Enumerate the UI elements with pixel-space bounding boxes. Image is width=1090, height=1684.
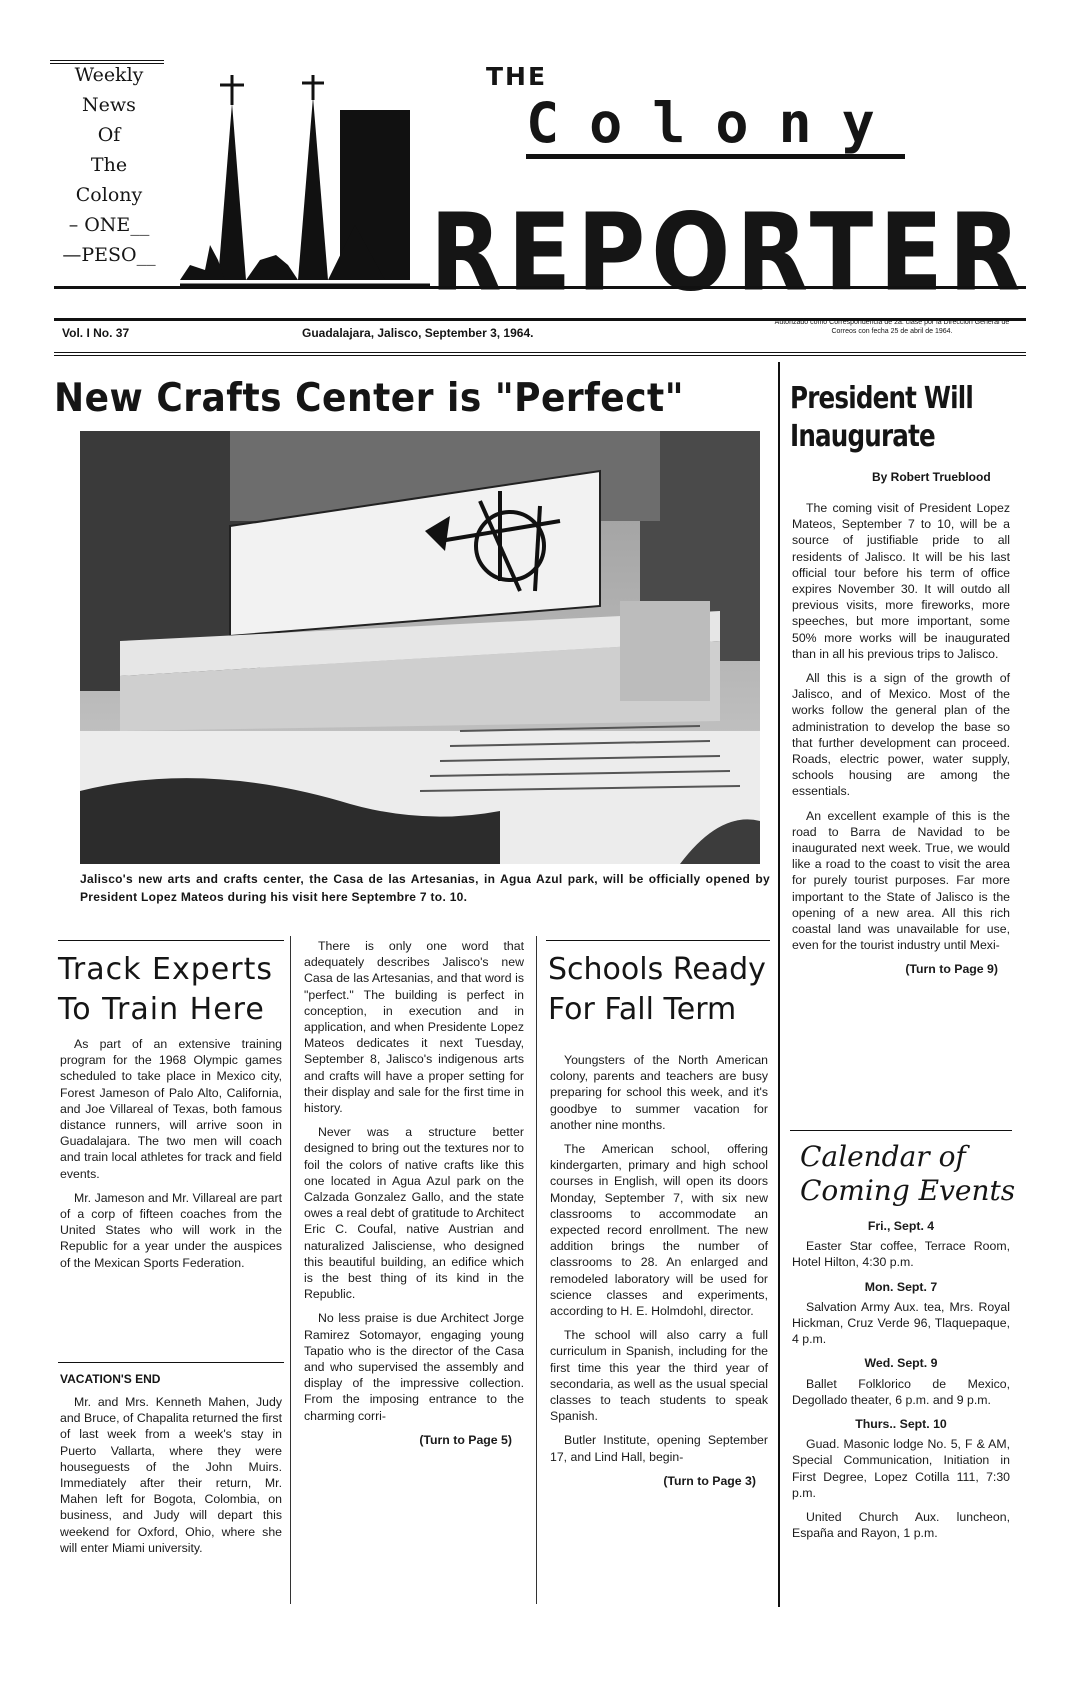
masthead-rule xyxy=(54,286,1026,289)
paragraph: Butler Institute, opening September 17, and Lind Hall, begin- xyxy=(550,1433,768,1464)
schools-headline-1: Schools Ready xyxy=(548,952,766,987)
paragraph: Mr. and Mrs. Kenneth Mahen, Judy and Bruce, of Chapalita returned the first of last week from a week's stay in Puerto Vallarta, where they were houseguests of the John Muirs. Immediately after their return, Mr. Mahen left for Bogota, Colombia, on business, and Judy will depart this weekend for Oxford, Ohio, where she will enter Miami university. xyxy=(60,1395,282,1555)
paragraph: Youngsters of the North American colony, parents and teachers are busy preparing for school this week, and it's goodbye to summer vacation for another nine months. xyxy=(550,1053,768,1132)
event-day: Mon. Sept. 7 xyxy=(864,1279,938,1294)
event-text: Ballet Folklorico de Mexico, Degollado theater, 6 p.m. and 9 p.m. xyxy=(792,1376,1010,1407)
event-day: Fri., Sept. 4 xyxy=(867,1219,935,1233)
vacation-subhead: VACATION'S END xyxy=(60,1372,161,1386)
postal-authorization: Autorizado como Correspondencia de 2a. clase por la Dirección General de Correos con fecha 25 de abril de 1964. xyxy=(774,319,1010,335)
lead-turn-link[interactable]: (Turn to Page 5) xyxy=(419,1432,512,1447)
section-rule xyxy=(546,940,770,941)
column-divider xyxy=(536,936,537,1604)
masthead-colony: Colony xyxy=(526,92,905,159)
masthead-sidebox xyxy=(54,60,164,270)
column-divider xyxy=(778,362,780,1607)
paragraph: As part of an extensive training program for the 1968 Olympic games scheduled to take place in Mexico city, Forest Jameson of Palo Alto, California, and Joe Villareal of Texas, both famous distance runners, will arrive soon in Guadalajara. The two men will coach and train local athletes for track and field events. xyxy=(60,1037,282,1181)
sidebox-line: The xyxy=(90,154,128,176)
president-byline: By Robert Trueblood xyxy=(872,470,991,484)
event-text: United Church Aux. luncheon, España and Rayon, 1 p.m. xyxy=(792,1510,1010,1541)
president-headline-1: President Will xyxy=(790,381,974,416)
calendar-list xyxy=(792,1212,1010,1549)
paragraph: There is only one word that adequately describes Jalisco's new Casa de las Artesanias, and that word is "perfect." The building is perfect in conception, in execution and in application, and when Presidente Lopez Mateos dedicates it next Tuesday, September 8, Jalisco's indigenous arts and crafts will have a proper setting for their display and sale for the first time in history. xyxy=(304,939,524,1116)
paragraph: An excellent example of this is the road to Barra de Navidad to be inaugurated next week. True, we would like a road to the coast to visit the area for purely tourist purposes. Far more important to the State of Jalisco is the opening of a new area. All this rich coastal land was unavailable for use, even for the tourist industry until Mexi- xyxy=(792,808,1010,953)
schools-article xyxy=(550,1052,768,1497)
lead-headline: New Crafts Center is "Perfect" xyxy=(54,375,685,422)
paragraph: All this is a sign of the growth of Jalisco, and of Mexico. Most of the works follow the general plan of the administration to develop the base so that further development can proceed. Roads, electric power, water supply, schools housing are among the essentials. xyxy=(792,671,1010,799)
calendar-title-line-1: Calendar of xyxy=(800,1140,966,1173)
track-headline-2: To Train Here xyxy=(58,992,265,1027)
calendar-title-line-2: Coming Events xyxy=(800,1174,1016,1207)
section-rule xyxy=(58,940,284,941)
masthead-reporter: REPORTER xyxy=(430,190,1027,315)
track-headline-1: Track Experts xyxy=(58,952,273,987)
paragraph: The coming visit of President Lopez Mateos, September 7 to 10, will be a source of justifiable pride to all residents of Jalisco. It will be his last official tour before his term of office expires November 30. It will outdo all previous visits, more fireworks, more speeches, but more important, some 50% more works will be inaugurated than in all his previous trips to Jalisco. xyxy=(792,501,1010,661)
event-day: Thurs.. Sept. 10 xyxy=(855,1417,947,1432)
crafts-center-photo xyxy=(80,431,760,864)
price-peso: PESO xyxy=(81,244,137,266)
paragraph: Never was a structure better designed to bring out the textures nor to foil the colors of native crafts like this one located in Agua Azul park on the Calzada Gonzalez Gallo, and the state owes a real debt of gratitude to Architect Eric C. Coufal, native Austrian and naturalized Jalisciense, who designed this beautiful building, an edifice which is the best thing of its kind in the Republic. xyxy=(304,1125,524,1302)
lead-article xyxy=(304,938,524,1456)
paragraph: The American school, offering kindergarten, primary and high school courses in English, will open its doors Monday, September 7, with six new classrooms to accommodate an expected record enrollment. The new addition brings the number of classrooms to 28. An enlarged and remodeled laboratory will be used for science classes and experiments, according to H. E. Holmdohl, director. xyxy=(550,1142,768,1319)
sidebox-line: Colony xyxy=(75,184,143,206)
paragraph: Mr. Jameson and Mr. Villareal are part of a corp of fifteen coaches from the United States who will work in the Republic for a year under the auspices of the Mexican Sports Federation. xyxy=(60,1190,282,1270)
sidebox-line: Weekly xyxy=(74,64,144,86)
event-day: Wed. Sept. 9 xyxy=(864,1356,938,1371)
track-article xyxy=(60,1036,282,1279)
masthead-the: THE xyxy=(486,62,548,91)
event-text: Easter Star coffee, Terrace Room, Hotel Hilton, 4:30 p.m. xyxy=(792,1239,1010,1270)
president-headline-2: Inaugurate xyxy=(790,419,935,454)
infobar-bottom-rule xyxy=(54,352,1026,356)
schools-turn-link[interactable]: (Turn to Page 3) xyxy=(663,1473,756,1488)
paragraph: The school will also carry a full curriculum in Spanish, including for the first time this year the third year of secondaria, as well as the usual special classes to teach students to speak Spanish. xyxy=(550,1328,768,1424)
place-date: Guadalajara, Jalisco, September 3, 1964. xyxy=(302,326,534,340)
president-article xyxy=(792,500,1010,986)
price-one: ONE xyxy=(84,214,131,236)
paragraph: No less praise is due Architect Jorge Ramirez Sotomayor, engaging young Tapatio who is the director of the Casa and who supervised the assembly and display of the impressive collection. From the imposing entrance to the charming corri- xyxy=(304,1311,524,1423)
event-text: Salvation Army Aux. tea, Mrs. Royal Hickman, Cruz Verde 96, Tlaquepaque, 4 p.m. xyxy=(792,1299,1010,1347)
sidebox-line: —PESO__ xyxy=(62,244,156,266)
schools-headline-2: For Fall Term xyxy=(548,992,737,1027)
vacation-article xyxy=(60,1394,282,1564)
event-text: Guad. Masonic lodge No. 5, F & AM, Special Communication, Initiation in First Degree, Lopez Cotilla 111, 7:30 p.m. xyxy=(792,1437,1010,1500)
church-skyline-icon xyxy=(180,75,430,293)
sidebox-line: News xyxy=(82,94,136,116)
section-rule xyxy=(58,1362,284,1363)
president-turn-link[interactable]: (Turn to Page 9) xyxy=(905,962,998,977)
calendar-title xyxy=(800,1140,1015,1208)
section-rule xyxy=(790,1130,1012,1131)
photo-caption: Jalisco's new arts and crafts center, the Casa de las Artesanias, in Agua Azul park, will be officially opened by President Lopez Mateos during his visit here Septembre 7 to. 10. xyxy=(80,872,770,904)
volume-number: Vol. I No. 37 xyxy=(62,326,130,340)
sidebox-line: Of xyxy=(97,124,121,146)
column-divider xyxy=(290,936,291,1604)
sidebox-line: – ONE__ xyxy=(68,214,150,236)
